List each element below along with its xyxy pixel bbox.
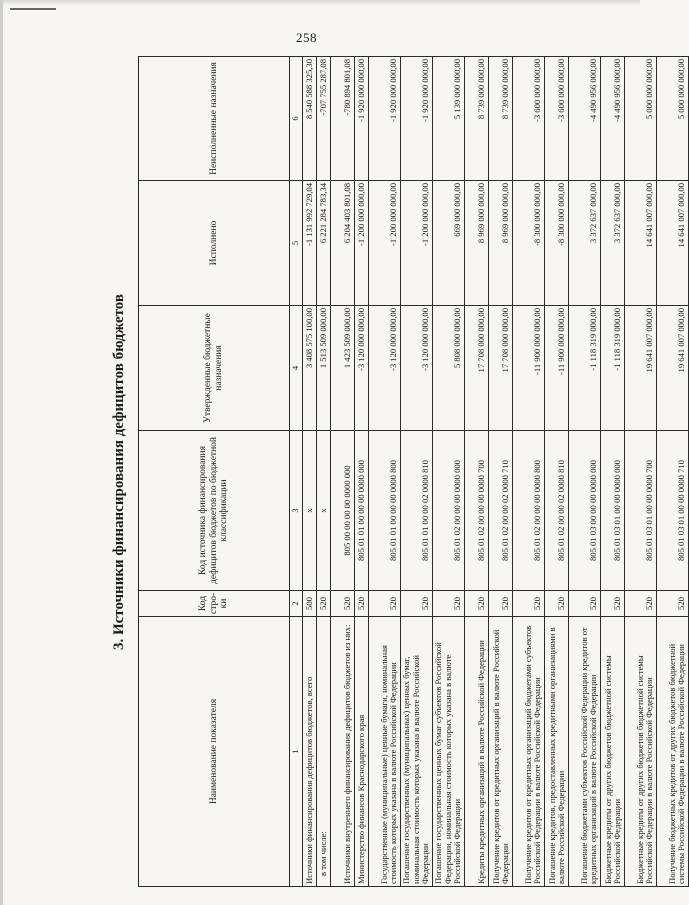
row-line-code: 520 — [433, 591, 465, 617]
row-name: Источники финансирования дефицитов бюджетов, всего — [303, 617, 317, 887]
column-number-row — [290, 57, 303, 887]
row-executed: 3 372 637 000,00 — [601, 181, 625, 306]
row-approved: -1 118 319 000,00 — [601, 306, 625, 431]
row-unexecuted: -4 490 956 000,00 — [569, 57, 601, 181]
section-title: 3. Источники финансирования дефицитов бюджетов — [111, 293, 127, 651]
row-source-code: 805 01 02 00 00 02 0000 710 — [489, 431, 513, 591]
row-unexecuted: -1 920 000 000,00 — [401, 57, 433, 181]
row-source-code: 805 01 03 00 00 00 0000 000 — [569, 431, 601, 591]
row-source-code: 805 01 03 01 00 00 0000 000 — [601, 431, 625, 591]
row-source-code: 805 01 02 00 00 00 0000 000 — [433, 431, 465, 591]
table-row — [545, 57, 569, 887]
row-approved: 5 808 000 000,00 — [433, 306, 465, 431]
rotated-page-content — [104, 57, 687, 887]
row-approved: 1 513 509 000,00 — [317, 306, 331, 431]
row-unexecuted: 5 000 000 000,00 — [657, 57, 689, 181]
row-name: Погашение бюджетами субъектов Российской Федерации кредитов от кредитных организаций в валюте Российской Федерации — [569, 617, 601, 887]
row-line-code: 520 — [369, 591, 401, 617]
column-number: 6 — [290, 57, 303, 181]
row-approved: 3 408 575 100,00 — [303, 306, 317, 431]
row-approved: -1 118 319 000,00 — [569, 306, 601, 431]
row-approved: -11 900 000 000,00 — [513, 306, 545, 431]
row-line-code: 520 — [489, 591, 513, 617]
row-line-code: 500 — [303, 591, 317, 617]
row-approved: -3 120 000 000,00 — [355, 306, 369, 431]
header-line-code: Код стро-ки — [139, 591, 290, 617]
row-name: Источники внутреннего финансирования дефицитов бюджетов из них: — [331, 617, 355, 887]
row-source-code: x — [303, 431, 317, 591]
table-row — [569, 57, 601, 887]
row-executed: -8 300 000 000,00 — [545, 181, 569, 306]
column-number: 3 — [290, 431, 303, 591]
row-executed: 14 641 007 000,00 — [657, 181, 689, 306]
scan-edge-left — [0, 0, 3, 905]
row-unexecuted: 8 739 000 000,00 — [489, 57, 513, 181]
row-unexecuted: -1 920 000 000,00 — [355, 57, 369, 181]
row-executed: 8 969 000 000,00 — [465, 181, 489, 306]
row-approved: 17 708 000 000,00 — [465, 306, 489, 431]
row-name: Погашение государственных ценных бумаг субъектов Российской Федерации, номинальная стоимость которых указана в валюте Российской Федерации — [433, 617, 465, 887]
row-source-code: 805 00 00 00 00 0000 000 — [331, 431, 355, 591]
row-name: в том числе: — [317, 617, 331, 887]
table-row — [657, 57, 689, 887]
row-executed: -1 131 992 729,04 — [303, 181, 317, 306]
table-header-row — [139, 57, 290, 887]
row-source-code: 805 01 01 00 00 00 0000 000 — [355, 431, 369, 591]
row-unexecuted: 8 739 000 000,00 — [465, 57, 489, 181]
header-executed: Исполнено — [139, 181, 290, 306]
page-number: 258 — [296, 30, 317, 45]
header-source-code: Код источника финансирования дефицитов бюджетов по бюджетной классификации — [139, 431, 290, 591]
row-executed: -8 300 000 000,00 — [513, 181, 545, 306]
row-approved: -11 900 000 000,00 — [545, 306, 569, 431]
table-row — [433, 57, 465, 887]
row-unexecuted: 5 000 000 000,00 — [625, 57, 657, 181]
row-name: Бюджетные кредиты от других бюджетов бюджетной системы Российской Федерации в валюте Российской Федерации — [625, 617, 657, 887]
row-executed: 6 204 403 801,08 — [331, 181, 355, 306]
row-name: Получение кредитов от кредитных организаций бюджетами субъектов Российской Федерации в валюте Российской Федерации — [513, 617, 545, 887]
row-line-code: 520 — [317, 591, 331, 617]
table-row — [625, 57, 657, 887]
row-source-code: 805 01 03 01 00 00 0000 700 — [625, 431, 657, 591]
row-approved: -3 120 000 000,00 — [401, 306, 433, 431]
row-approved: 19 641 007 000,00 — [657, 306, 689, 431]
row-line-code: 520 — [513, 591, 545, 617]
column-number: 5 — [290, 181, 303, 306]
scan-edge-top — [0, 0, 640, 6]
table-row — [369, 57, 401, 887]
row-name: Получение кредитов от кредитных организаций в валюте Российской Федерации — [489, 617, 513, 887]
row-line-code: 520 — [355, 591, 369, 617]
table-row — [465, 57, 489, 887]
row-unexecuted: 5 139 000 000,00 — [433, 57, 465, 181]
row-executed: -1 200 000 000,00 — [355, 181, 369, 306]
row-name: Погашение кредитов, предоставленных кредитными организациями в валюте Российской Федерации — [545, 617, 569, 887]
table-row — [355, 57, 369, 887]
row-unexecuted: -3 600 000 000,00 — [513, 57, 545, 181]
row-executed: 3 372 637 000,00 — [569, 181, 601, 306]
row-line-code: 520 — [545, 591, 569, 617]
row-unexecuted: -1 920 000 000,00 — [369, 57, 401, 181]
table-row — [331, 57, 355, 887]
row-name: Получение бюджетных кредитов от других бюджетов бюджетной системы Российской Федерации в валюте Российской Федерации — [657, 617, 689, 887]
row-name: Погашение государственных (муниципальных) ценных бумаг, номинальная стоимость которых указана в валюте Российской Федерации — [401, 617, 433, 887]
table-row — [489, 57, 513, 887]
row-executed: 8 969 000 000,00 — [489, 181, 513, 306]
row-source-code: 805 01 02 00 00 00 0000 800 — [513, 431, 545, 591]
row-source-code: 805 01 01 00 00 02 0000 810 — [401, 431, 433, 591]
row-unexecuted: -707 755 287,08 — [317, 57, 331, 181]
row-name: Бюджетные кредиты от других бюджетов бюджетной системы Российской Федерации — [601, 617, 625, 887]
row-source-code: 805 01 02 00 00 00 0000 700 — [465, 431, 489, 591]
column-number: 2 — [290, 591, 303, 617]
row-executed: 14 641 007 000,00 — [625, 181, 657, 306]
row-unexecuted: -4 490 956 000,00 — [601, 57, 625, 181]
row-source-code: x — [317, 431, 331, 591]
row-executed: 669 000 000,00 — [433, 181, 465, 306]
row-line-code: 520 — [465, 591, 489, 617]
row-name: Кредиты кредитных организаций в валюте Российской Федерации — [465, 617, 489, 887]
row-line-code: 520 — [601, 591, 625, 617]
table-row — [401, 57, 433, 887]
row-source-code: 805 01 02 00 00 02 0000 810 — [545, 431, 569, 591]
row-source-code: 805 01 03 01 00 00 0000 710 — [657, 431, 689, 591]
row-name: Государственные (муниципальные) ценные бумаги, номинальная стоимость которых указана в валюте Российской Федерации — [369, 617, 401, 887]
row-approved: 1 423 509 000,00 — [331, 306, 355, 431]
row-line-code: 520 — [657, 591, 689, 617]
row-unexecuted: 8 540 588 325,30 — [303, 57, 317, 181]
row-unexecuted: -780 894 801,08 — [331, 57, 355, 181]
row-executed: -1 200 000 000,00 — [369, 181, 401, 306]
header-unexecuted: Неисполненные назначения — [139, 57, 290, 181]
corner-mark — [10, 8, 56, 10]
row-executed: -1 200 000 000,00 — [401, 181, 433, 306]
row-approved: 19 641 007 000,00 — [625, 306, 657, 431]
row-source-code: 805 01 01 00 00 00 0000 800 — [369, 431, 401, 591]
row-approved: -3 120 000 000,00 — [369, 306, 401, 431]
row-line-code: 520 — [625, 591, 657, 617]
table-row — [317, 57, 331, 887]
row-approved: 17 708 000 000,00 — [489, 306, 513, 431]
row-executed: 6 221 284 783,34 — [317, 181, 331, 306]
table-row — [601, 57, 625, 887]
row-line-code: 520 — [331, 591, 355, 617]
table-row — [303, 57, 317, 887]
column-number: 1 — [290, 617, 303, 887]
financing-sources-table — [138, 56, 689, 887]
table-row — [513, 57, 545, 887]
row-line-code: 520 — [569, 591, 601, 617]
row-unexecuted: -3 600 000 000,00 — [545, 57, 569, 181]
header-name: Наименование показателя — [139, 617, 290, 887]
header-approved: Утвержденные бюджетные назначения — [139, 306, 290, 431]
column-number: 4 — [290, 306, 303, 431]
row-name: Министерство финансов Краснодарского края — [355, 617, 369, 887]
row-line-code: 520 — [401, 591, 433, 617]
